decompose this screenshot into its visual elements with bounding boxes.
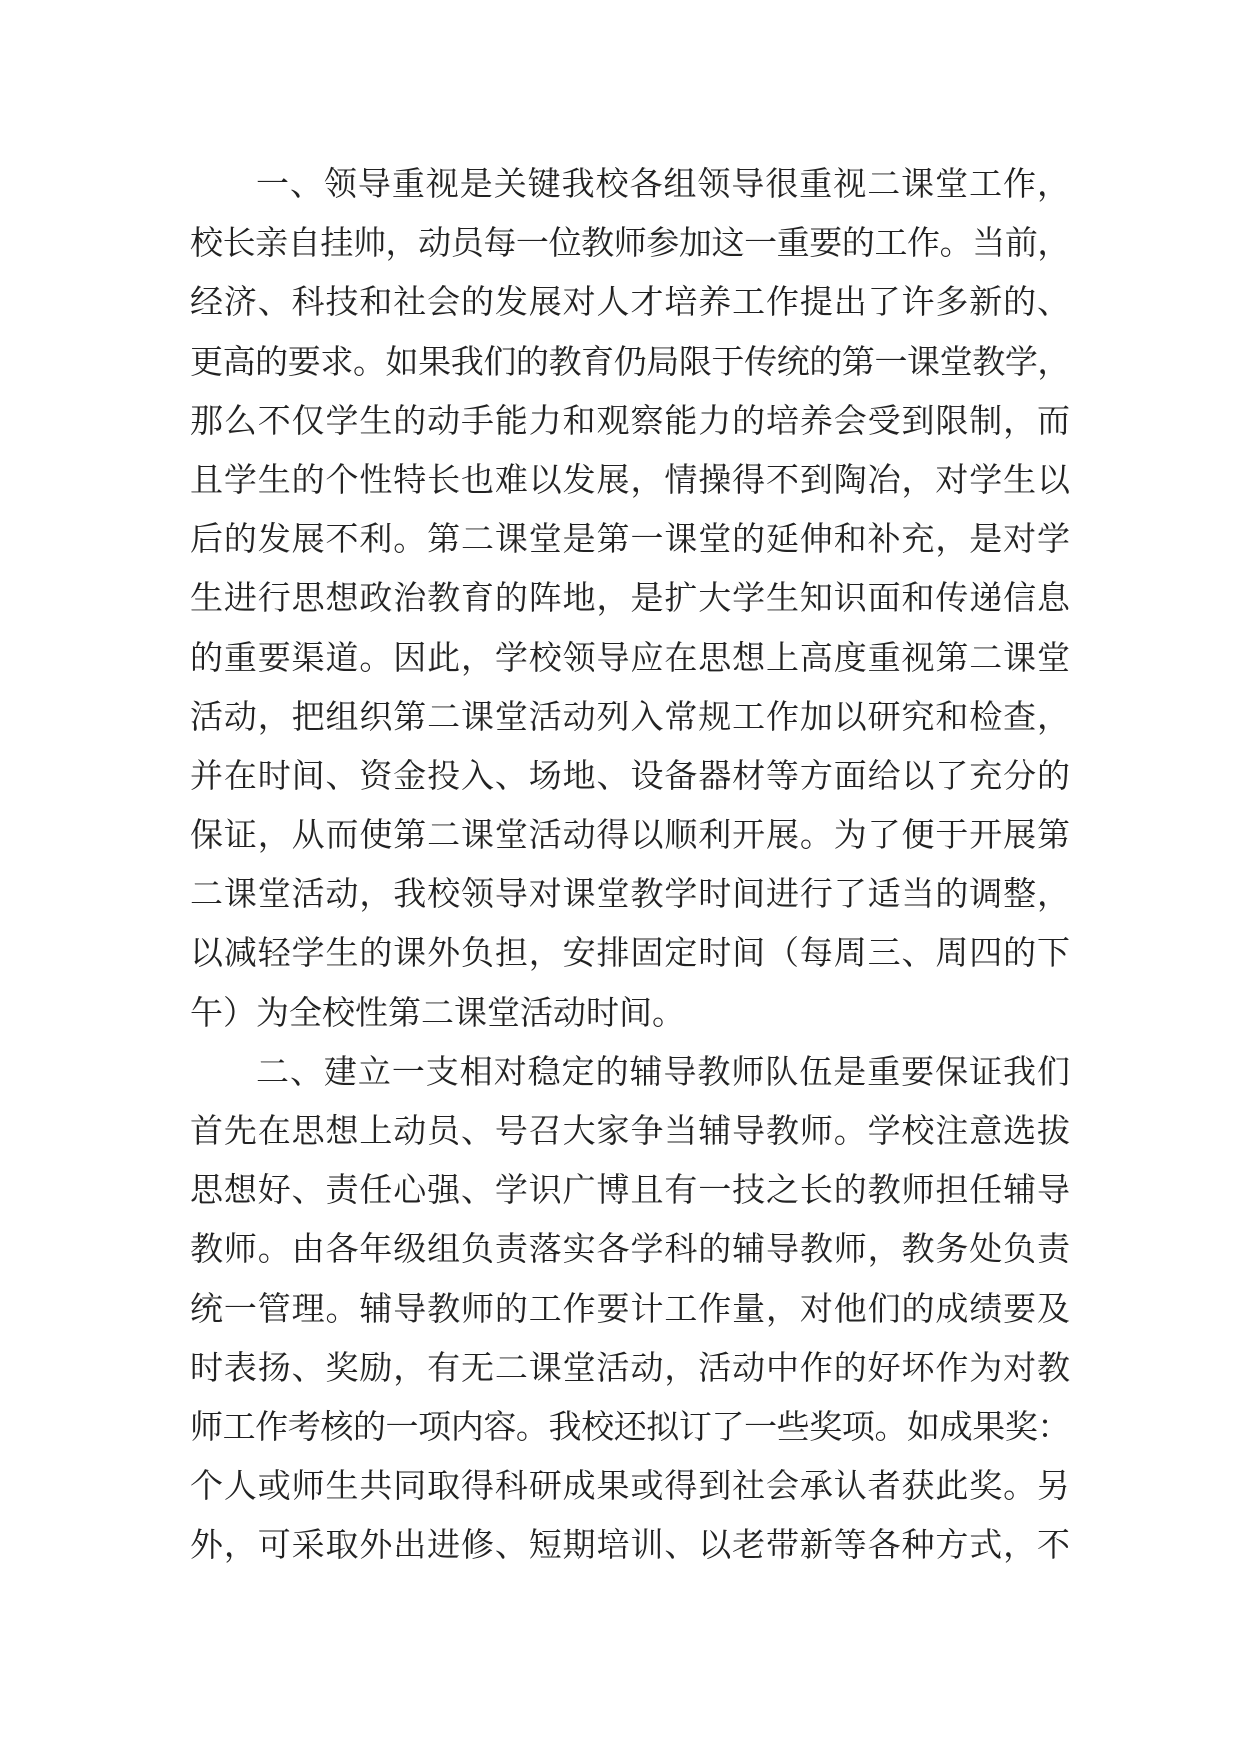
paragraph-2-line: 二、建立一支相对稳定的辅导教师队伍是重要保证我们	[256, 1051, 1070, 1091]
paragraph-1-line: 后的发展不利。第二课堂是第一课堂的延伸和补充，是对学	[190, 519, 1070, 559]
paragraph-2-line: 时表扬、奖励，有无二课堂活动，活动中作的好坏作为对教	[190, 1347, 1070, 1387]
paragraph-1-line: 更高的要求。如果我们的教育仍局限于传统的第一课堂教学，	[190, 341, 1071, 381]
paragraph-1-line: 活动，把组织第二课堂活动列入常规工作加以研究和检查，	[190, 696, 1070, 736]
paragraph-2-line: 个人或师生共同取得科研成果或得到社会承认者获此奖。另	[190, 1466, 1070, 1506]
paragraph-2-line: 统一管理。辅导教师的工作要计工作量，对他们的成绩要及	[190, 1288, 1070, 1328]
paragraph-1-line: 那么不仅学生的动手能力和观察能力的培养会受到限制，而	[190, 400, 1070, 440]
paragraph-1-line: 且学生的个性特长也难以发展，情操得不到陶冶，对学生以	[190, 459, 1070, 499]
paragraph-2-line: 思想好、责任心强、学识广博且有一技之长的教师担任辅导	[190, 1170, 1070, 1210]
paragraph-1-line: 经济、科技和社会的发展对人才培养工作提出了许多新的、	[190, 282, 1070, 322]
paragraph-1-line: 二课堂活动，我校领导对课堂教学时间进行了适当的调整，	[190, 874, 1070, 914]
paragraph-1-line: 保证，从而使第二课堂活动得以顺利开展。为了便于开展第	[190, 815, 1070, 855]
paragraph-2-line: 教师。由各年级组负责落实各学科的辅导教师，教务处负责	[190, 1229, 1070, 1269]
paragraph-1-line: 并在时间、资金投入、场地、设备器材等方面给以了充分的	[190, 755, 1070, 795]
paragraph-1-line: 校长亲自挂帅，动员每一位教师参加这一重要的工作。当前，	[190, 223, 1071, 263]
body-text	[190, 154, 1070, 1575]
paragraph-1-line: 一、领导重视是关键我校各组领导很重视二课堂工作，	[256, 164, 1070, 203]
paragraph-2-line: 首先在思想上动员、号召大家争当辅导教师。学校注意选拔	[190, 1111, 1070, 1150]
paragraph-1-line: 以减轻学生的课外负担，安排固定时间（每周三、周四的下	[190, 933, 1070, 973]
paragraph-1-line: 的重要渠道。因此，学校领导应在思想上高度重视第二课堂	[190, 637, 1070, 677]
paragraph-2-line: 师工作考核的一项内容。我校还拟订了一些奖项。如成果奖：	[190, 1406, 1071, 1446]
paragraph-2-line: 外，可采取外出进修、短期培训、以老带新等各种方式，不	[190, 1525, 1070, 1565]
paragraph-1-line: 生进行思想政治教育的阵地，是扩大学生知识面和传递信息	[190, 578, 1070, 618]
paragraph-1-line: 午）为全校性第二课堂活动时间。	[190, 992, 685, 1032]
